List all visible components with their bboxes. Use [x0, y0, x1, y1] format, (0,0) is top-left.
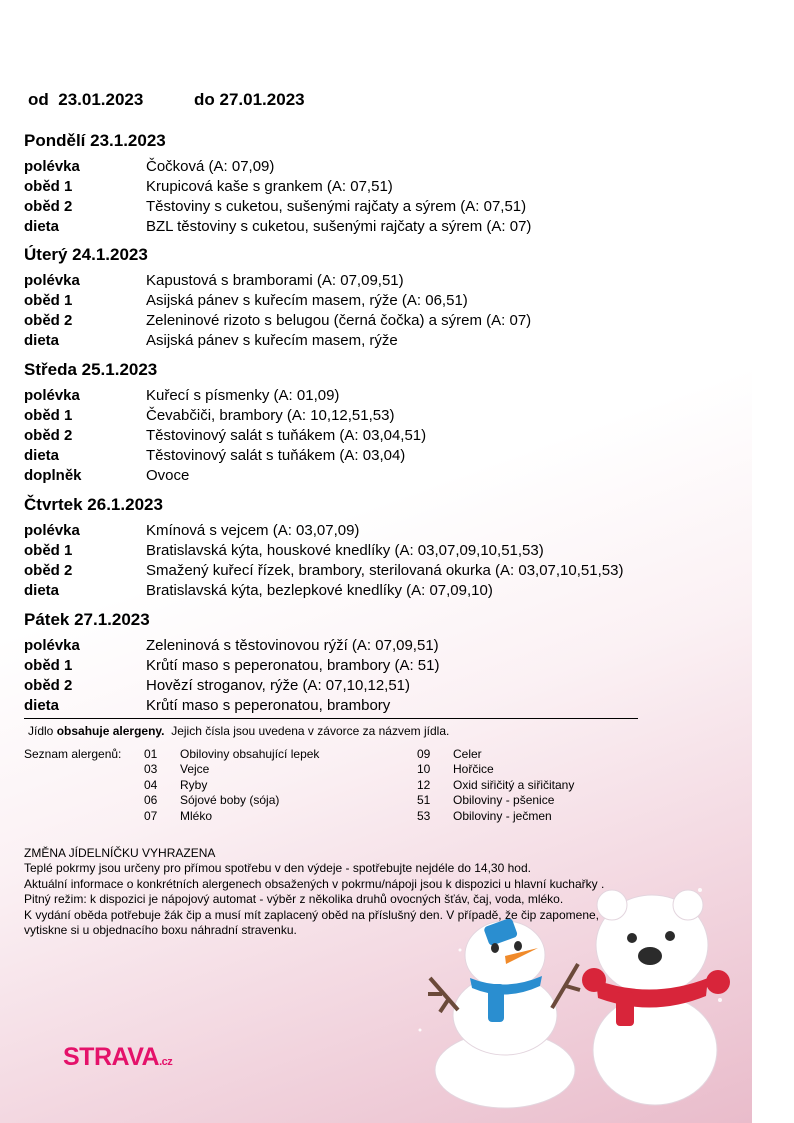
note-prefix: Jídlo — [28, 724, 54, 738]
meal-dish: Asijská pánev s kuřecím masem, rýže — [146, 332, 398, 349]
meal-dish: Bratislavská kýta, bezlepkové knedlíky (A: 07,09,10) — [146, 582, 493, 599]
snowman — [428, 917, 580, 1108]
meal-label: dieta — [24, 697, 60, 714]
meal-dish: Zeleninové rizoto s belugou (černá čočka) a sýrem (A: 07) — [146, 312, 532, 329]
meal-dish: Krůtí maso s peperonatou, brambory — [146, 697, 391, 714]
allergen-item: 12 Oxid siřičitý a siřičitany — [417, 777, 575, 792]
meal-label: polévka — [24, 158, 80, 175]
meal-dish: Kapustová s bramborami (A: 07,09,51) — [146, 272, 404, 289]
date-from-label: od — [28, 90, 49, 109]
meal-label: oběd 2 — [24, 427, 73, 444]
divider — [24, 718, 638, 719]
meal-label: dieta — [24, 447, 60, 464]
meal-dish: Čevabčiči, brambory (A: 10,12,51,53) — [146, 407, 395, 424]
meal-dish: Těstovinový salát s tuňákem (A: 03,04) — [146, 447, 406, 464]
allergen-item: 01 Obiloviny obsahující lepek — [144, 747, 320, 761]
allergen-list-title: Seznam alergenů: — [24, 747, 122, 761]
meal-label: dieta — [24, 218, 60, 235]
meal-dish: Kuřecí s písmenky (A: 01,09) — [146, 387, 340, 404]
meal-dish: Krupicová kaše s grankem (A: 07,51) — [146, 178, 393, 195]
meal-label: oběd 1 — [24, 292, 73, 309]
meal-dish: Hovězí stroganov, rýže (A: 07,10,12,51) — [146, 677, 411, 694]
footer-paragraph: Aktuální informace o konkrétních alergenech obsažených v pokrmu/nápoji jsou k dispozici u hlavní kuchařky . — [24, 876, 605, 891]
meal-label: polévka — [24, 522, 80, 539]
date-to-label: do — [194, 90, 215, 109]
meal-dish: BZL těstoviny s cuketou, sušenými rajčaty a sýrem (A: 07) — [146, 218, 532, 235]
allergen-item: 07 Mléko — [144, 808, 213, 823]
meal-dish: Zeleninová s těstovinovou rýží (A: 07,09,51) — [146, 637, 439, 654]
meal-label: polévka — [24, 272, 80, 289]
meal-dish: Těstoviny s cuketou, sušenými rajčaty a sýrem (A: 07,51) — [146, 198, 527, 215]
meal-dish: Bratislavská kýta, houskové knedlíky (A: 03,07,09,10,51,53) — [146, 542, 544, 559]
strava-logo — [63, 1043, 172, 1072]
meal-label: doplněk — [24, 467, 82, 484]
meal-dish: Krůtí maso s peperonatou, brambory (A: 51) — [146, 657, 440, 674]
meal-label: oběd 1 — [24, 178, 73, 195]
meal-label: oběd 1 — [24, 542, 73, 559]
allergen-list-left — [144, 747, 319, 824]
logo-main: STRAVA — [63, 1043, 160, 1071]
footer-paragraph: K vydání oběda potřebuje žák čip a musí mít zaplacený oběd na příslušný den. V případě, že čip zapomene, vytiskne si u objednacího boxu náhradní stravenku. — [24, 907, 600, 938]
meal-dish: Ovoce — [146, 467, 190, 484]
day-title-friday: Pátek 27.1.2023 — [24, 610, 150, 629]
meal-dish: Těstovinový salát s tuňákem (A: 03,04,51) — [146, 427, 427, 444]
meal-label: dieta — [24, 332, 60, 349]
meal-dish: Čočková (A: 07,09) — [146, 158, 275, 175]
meal-dish: Kmínová s vejcem (A: 03,07,09) — [146, 522, 360, 539]
meal-label: polévka — [24, 637, 80, 654]
footer-notes — [24, 846, 644, 938]
meal-label: polévka — [24, 387, 80, 404]
day-title-wednesday: Středa 25.1.2023 — [24, 360, 158, 379]
footer-heading: ZMĚNA JÍDELNÍČKU VYHRAZENA — [24, 846, 216, 860]
meal-label: oběd 2 — [24, 562, 73, 579]
allergen-item: 51 Obiloviny - pšenice — [417, 793, 555, 808]
footer-paragraph: Pitný režim: k dispozici je nápojový automat - výběr z několika druhů ovocných šťáv, čaj, voda, mléko. — [24, 892, 564, 907]
allergen-item: 09 Celer — [417, 747, 482, 761]
note-rest: Jejich čísla jsou uvedena v závorce za názvem jídla. — [171, 724, 450, 738]
meal-label: oběd 2 — [24, 677, 73, 694]
date-to — [194, 90, 305, 110]
allergen-note — [28, 724, 449, 738]
day-title-monday: Pondělí 23.1.2023 — [24, 131, 166, 150]
meal-dish: Asijská pánev s kuřecím masem, rýže (A: 06,51) — [146, 292, 468, 309]
footer-paragraph: Teplé pokrmy jsou určeny pro přímou spotřebu v den výdeje - spotřebujte nejdéle do 14,30 hod. — [24, 861, 531, 876]
day-title-tuesday: Úterý 24.1.2023 — [24, 245, 148, 264]
meal-label: dieta — [24, 582, 60, 599]
date-from — [28, 90, 143, 110]
allergen-item: 03 Vejce — [144, 762, 210, 777]
date-to-value: 27.01.2023 — [219, 90, 305, 109]
logo-suffix: .cz — [159, 1056, 173, 1068]
date-from-value: 23.01.2023 — [58, 90, 144, 109]
allergen-list-right — [417, 747, 574, 824]
allergen-item: 06 Sójové boby (sója) — [144, 793, 280, 808]
meal-dish: Smažený kuřecí řízek, brambory, sterilovaná okurka (A: 03,07,10,51,53) — [146, 562, 624, 579]
allergen-item: 10 Hořčice — [417, 762, 494, 777]
allergen-item: 53 Obiloviny - ječmen — [417, 808, 552, 823]
meal-label: oběd 2 — [24, 198, 73, 215]
day-title-thursday: Čtvrtek 26.1.2023 — [24, 495, 163, 514]
allergen-item: 04 Ryby — [144, 777, 208, 792]
meal-label: oběd 1 — [24, 657, 73, 674]
note-bold: obsahuje alergeny. — [56, 724, 165, 738]
meal-label: oběd 2 — [24, 312, 73, 329]
meal-label: oběd 1 — [24, 407, 73, 424]
